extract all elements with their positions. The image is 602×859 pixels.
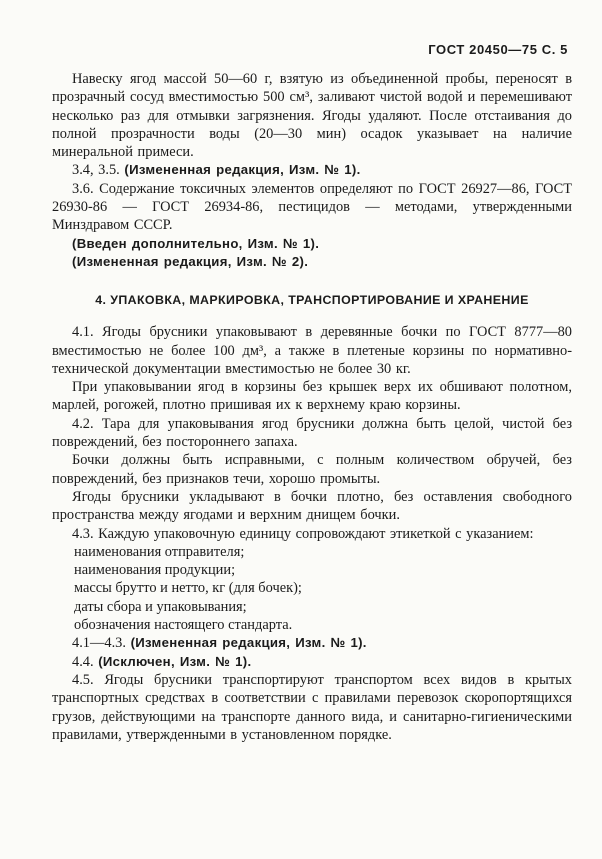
- section-3-tail: [52, 70, 572, 271]
- paragraph-text: наименования отправителя;: [74, 543, 245, 560]
- paragraph-text: массы брутто и нетто, кг (для бочек);: [74, 580, 302, 597]
- paragraph: [52, 253, 572, 271]
- paragraph-text: 4.4.: [72, 653, 99, 670]
- page-header-standard: ГОСТ 20450—75 С. 5: [428, 42, 568, 57]
- amendment-note: (Измененная редакция, Изм. № 1).: [130, 635, 367, 651]
- list-item: [52, 598, 572, 616]
- paragraph: [52, 451, 572, 488]
- paragraph-text: 4.1. Ягоды брусники упаковывают в деревянные бочки по ГОСТ 8777—80 вместимостью не более 100 дм³, а также в плетеные корзины по нормативно-технической документации вместимостью не более 30 кг.: [52, 324, 572, 377]
- paragraph: [52, 488, 572, 525]
- paragraph: [52, 671, 572, 744]
- list-item: [52, 543, 572, 561]
- amendment-note: (Измененная редакция, Изм. № 2).: [72, 253, 309, 269]
- paragraph-text: 4.1—4.3.: [72, 635, 131, 652]
- list-item: [52, 616, 572, 634]
- section-4-body: [52, 323, 572, 744]
- section-title: 4. УПАКОВКА, МАРКИРОВКА, ТРАНСПОРТИРОВАНИЕ И ХРАНЕНИЕ: [95, 293, 529, 308]
- list-item: [52, 561, 572, 579]
- paragraph: [52, 235, 572, 253]
- paragraph: [52, 378, 572, 415]
- paragraph-text: При упаковывании ягод в корзины без крышек верх их обшивают полотном, марлей, рогожей, плотно пришивая их к верхнему краю корзины.: [52, 379, 572, 414]
- paragraph: [52, 653, 572, 671]
- paragraph-text: Бочки должны быть исправными, с полным количеством обручей, без повреждений, без признаков течи, хорошо промыты.: [52, 452, 572, 487]
- paragraph: [52, 525, 572, 543]
- paragraph-text: 4.3. Каждую упаковочную единицу сопровождают этикеткой с указанием:: [72, 525, 534, 542]
- document-body: [52, 70, 572, 744]
- paragraph-text: наименования продукции;: [74, 562, 236, 579]
- paragraph: [52, 70, 572, 161]
- amendment-note: (Измененная редакция, Изм. № 1).: [124, 162, 361, 178]
- paragraph-text: 4.2. Тара для упаковывания ягод брусники должна быть целой, чистой без повреждений, без постороннего запаха.: [52, 415, 572, 451]
- paragraph-text: обозначения настоящего стандарта.: [74, 617, 293, 634]
- paragraph-text: 3.6. Содержание токсичных элементов определяют по ГОСТ 26927—86, ГОСТ 26930-86 — ГОСТ 26934-86, пестицидов — методами, утвержденными Минздравом СССР.: [52, 180, 572, 234]
- amendment-note: (Исключен, Изм. № 1).: [98, 653, 252, 669]
- paragraph: [52, 415, 572, 452]
- paragraph-text: Ягоды брусники укладывают в бочки плотно, без оставления свободного пространства между ягодами и верхним днищем бочки.: [52, 488, 572, 524]
- paragraph-text: Навеску ягод массой 50—60 г, взятую из объединенной пробы, переносят в прозрачный сосуд вместимостью 500 см³, заливают чистой водой и перемешивают несколько раз для отмывки загрязнения. Ягоды удаляют. После отстаивания до полной прозрачности воды (20—30 мин) осадок указывает на наличие минеральной примеси.: [52, 71, 572, 161]
- paragraph-text: 4.5. Ягоды брусники транспортируют транспортом всех видов в крытых транспортных средствах в соответствии с правилами перевозок скоропортящихся грузов, действующими на транспорте данного вида, и санитарно-гигиеническими правилами, утвержденными в установленном порядке.: [52, 671, 572, 743]
- paragraph: [52, 180, 572, 235]
- paragraph: [52, 323, 572, 378]
- paragraph: [52, 161, 572, 179]
- amendment-note: (Введен дополнительно, Изм. № 1).: [72, 235, 320, 251]
- paragraph-text: 3.4, 3.5.: [72, 162, 125, 179]
- list-item: [52, 579, 572, 597]
- paragraph-text: даты сбора и упаковывания;: [74, 598, 247, 615]
- paragraph: [52, 634, 572, 652]
